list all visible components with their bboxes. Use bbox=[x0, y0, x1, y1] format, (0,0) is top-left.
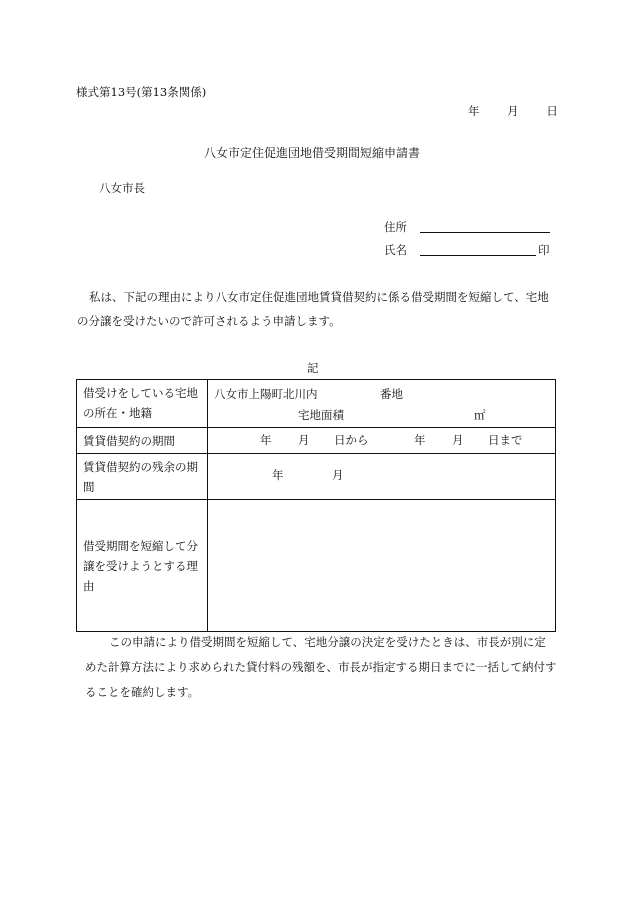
date-month: 月 bbox=[507, 104, 519, 118]
remaining-month: 月 bbox=[332, 468, 344, 482]
label-location: 借受けをしている宅地の所在・地籍 bbox=[77, 380, 208, 428]
label-reason: 借受期間を短縮して分譲を受けようとする理由 bbox=[77, 500, 208, 632]
reason-cell[interactable] bbox=[208, 500, 556, 632]
label-period: 賃貸借契約の期間 bbox=[77, 428, 208, 454]
name-field[interactable] bbox=[420, 255, 536, 256]
date-line bbox=[468, 103, 558, 119]
ki-heading: 記 bbox=[307, 361, 319, 375]
application-table bbox=[76, 379, 556, 632]
intro-paragraph: 私は、下記の理由により八女市定住促進団地賃貸借契約に係る借受期間を短縮して、宅地の分譲を受けたいので許可されるよう申請します。 bbox=[77, 290, 549, 328]
form-number: 様式第13号(第13条関係) bbox=[76, 85, 207, 99]
closing-paragraph: この申請により借受期間を短縮して、宅地分譲の決定を受けたときは、市長が別に定めた計算方法により求められた貸付料の残額を、市長が指定する期日までに一括して納付することを確約します。 bbox=[85, 635, 557, 699]
date-day: 日 bbox=[546, 104, 558, 118]
remaining-cell[interactable] bbox=[208, 454, 556, 500]
addressee: 八女市長 bbox=[99, 181, 145, 195]
label-remaining: 賃貸借契約の残余の期間 bbox=[77, 454, 208, 500]
location-cell[interactable] bbox=[208, 380, 556, 428]
period-to-day: 日まで bbox=[488, 433, 523, 447]
period-from-day: 日から bbox=[334, 433, 369, 447]
period-from-year: 年 bbox=[260, 433, 272, 447]
table-row-reason bbox=[77, 500, 556, 632]
area-unit: ㎡ bbox=[474, 408, 486, 422]
date-year: 年 bbox=[468, 104, 480, 118]
period-to-year: 年 bbox=[414, 433, 426, 447]
area-label: 宅地面積 bbox=[298, 408, 344, 422]
address-label: 住所 bbox=[384, 220, 407, 234]
period-to-month: 月 bbox=[452, 433, 464, 447]
table-row-period bbox=[77, 428, 556, 454]
name-label: 氏名 bbox=[384, 243, 407, 257]
address-field[interactable] bbox=[420, 232, 550, 233]
document-title: 八女市定住促進団地借受期間短縮申請書 bbox=[204, 146, 421, 160]
period-from-month: 月 bbox=[298, 433, 310, 447]
banchi-label: 番地 bbox=[380, 387, 403, 401]
period-cell[interactable] bbox=[208, 428, 556, 454]
table-row-location bbox=[77, 380, 556, 428]
remaining-year: 年 bbox=[272, 468, 284, 482]
table-row-remaining bbox=[77, 454, 556, 500]
location-value: 八女市上陽町北川内 bbox=[214, 387, 318, 401]
seal-mark: 印 bbox=[538, 243, 550, 257]
